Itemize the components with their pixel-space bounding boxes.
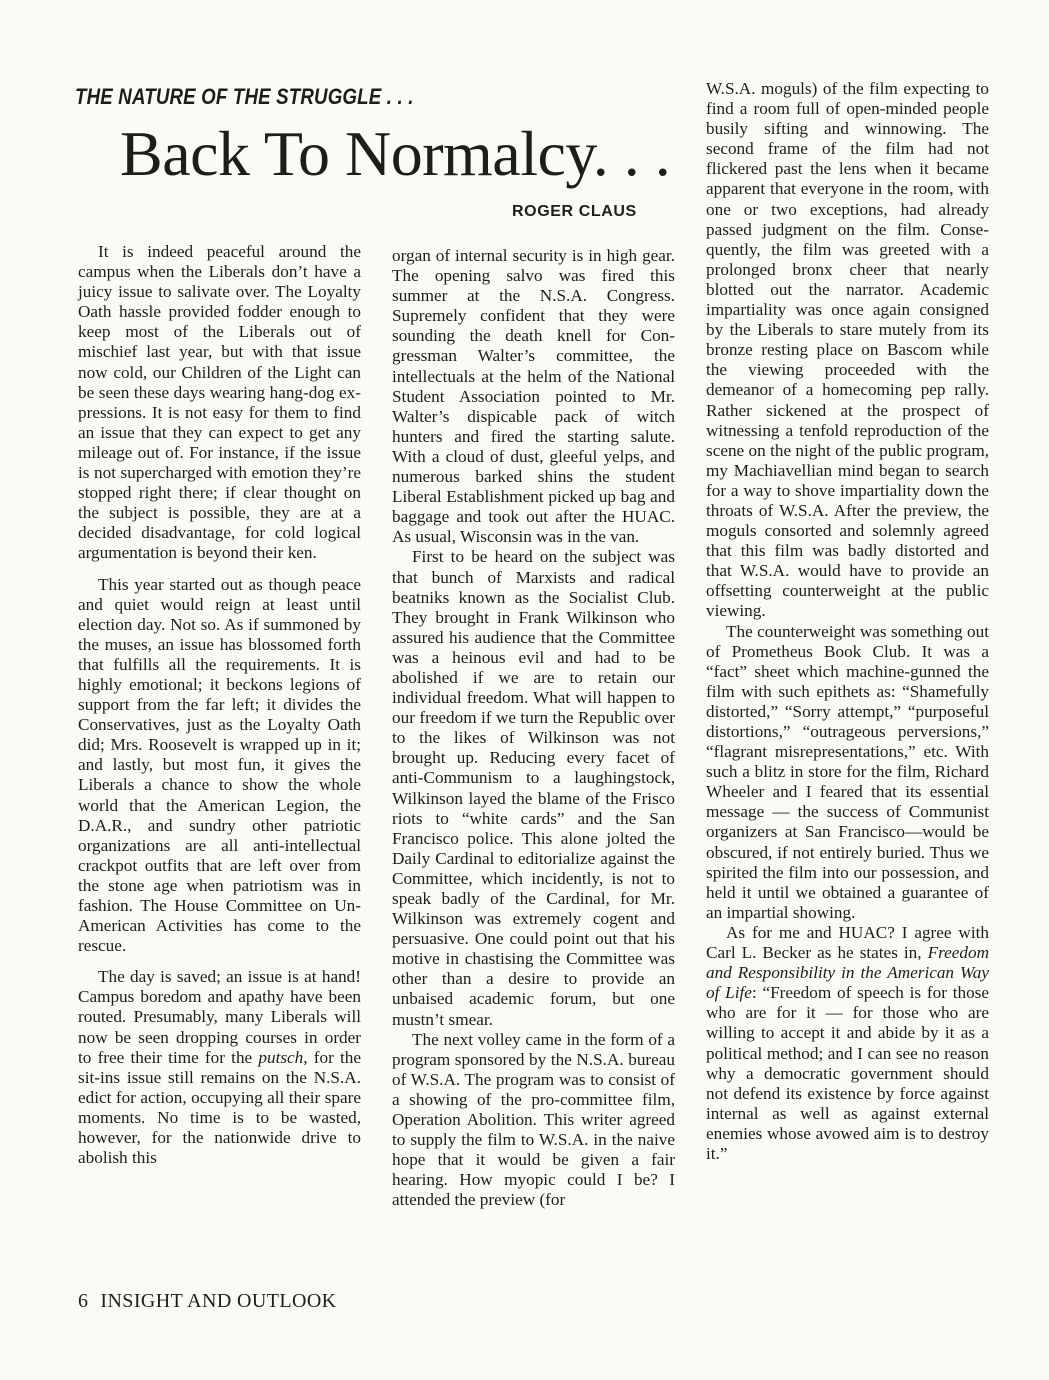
section-kicker: THE NATURE OF THE STRUGGLE . . .	[75, 84, 414, 109]
paragraph: The counterweight was something out of Prometheus Book Club. It was a “fact” sheet which machine-gunned the film with such epithets as: “Shamefully distorted,” “Sorry attempt,” “purposeful distortions,” “outrageous perversions,” “flagrant misrepresentations,” etc. With such a blitz in store for the film, Richard Wheeler and I feared that its essential message — the success of Communist organizers at San Francisco—would be obscured, if not entirely buried. Thus we spirited the film into our possession, and held it until we obtained a guarantee of an impartial showing.	[706, 621, 989, 922]
page-footer	[78, 1290, 337, 1313]
paragraph: This year started out as though peace and quiet would reign at least until election day. Not so. As if summoned by the muses, an issue has blossomed forth that fulfills all the requirements. It is highly emotional; it beckons legions of support from the far left; it divides the Conservatives, just as the Loyalty Oath did; Mrs. Roosevelt is wrapped up in it; and lastly, but most fun, it gives the Liberals a chance to show the whole world that the American Legion, the D.A.R., and sundry other patriotic organizations are all anti-intellectual crackpot outfits that are left over from the stone age when patriotism was in fashion. The House Committee on Un-American Activities has come to the rescue.	[78, 574, 361, 956]
article-headline: Back To Normalcy. . .	[120, 118, 671, 189]
book-title: Freedom and Responsibility in the American Way of Life	[706, 943, 989, 1003]
paragraph: First to be heard on the subject was that bunch of Marxists and radical beatniks known as the Socialist Club. They brought in Frank Wilkinson who assured his audience that the Committee was a heinous evil and had to be abolished if we are to retain our individual freedom. What will happen to our freedom if we turn the Republic over to the likes of Wilkinson was not brought up. Reducing every facet of anti-Communism to a laughingstock, Wilkinson layed the blame of the Frisco riots to “white cards” and the San Francisco police. This alone jolted the Daily Cardinal to editorialize against the Committee, which incidently, is not to speak badly of the Cardinal, for Mr. Wilkinson was extremely cogent and persuasive. One could point out that his motive in chastising the Committee was other than a desire to provide an unbaised academic forum, but one mustn’t smear.	[392, 547, 675, 1029]
text-column-2	[392, 246, 675, 1211]
page-number: 6	[78, 1290, 89, 1312]
publication-name: INSIGHT AND OUTLOOK	[100, 1290, 337, 1312]
paragraph-text: : “Freedom of speech is for those who are for it — for those who are willing to accept it and abide by it as a political method; and I can see no reason why a democratic government should not defend its existence by force against internal as well as against external enemies whose avowed aim is to destroy it.”	[706, 983, 989, 1163]
paragraph: organ of internal security is in high gear. The opening salvo was fired this summer at the N.S.A. Congress. Supremely confident that they were sounding the death knell for Congressman Walter’s committee, the intellectuals at the helm of the National Student Association pointed to Mr. Walter’s dispicable pack of witch hunters and fired the starting salute. With a cloud of dust, gleeful yelps, and numerous barked shins the student Liberal Establishment picked up bag and baggage and took out after the HUAC. As usual, Wisconsin was in the van.	[392, 246, 675, 547]
paragraph-text: The day is saved; an issue is at hand! Campus boredom and apathy have been routed. Presumably, many Liberals will now be seen dropping courses in order to free their time for the	[78, 967, 361, 1067]
italic-term: putsch,	[258, 1047, 308, 1067]
paragraph: The next volley came in the form of a program sponsored by the N.S.A. bureau of W.S.A. The program was to consist of a showing of the pro-committee film, Operation Abolition. This writer agreed to supply the film to W.S.A. in the naive hope that it would be given a fair hearing. How myopic could I be? I attended the preview (for	[392, 1029, 675, 1210]
paragraph	[78, 967, 361, 1168]
author-byline: ROGER CLAUS	[512, 203, 637, 220]
paragraph-text: for the sit-ins issue still remains on the N.S.A. edict for action, occupying all their spare moments. No time is to be wasted, however, for the nationwide drive to abolish this	[78, 1047, 361, 1168]
paragraph-text: As for me and HUAC? I agree with Carl L. Becker as he states in,	[706, 922, 989, 963]
text-column-1	[78, 242, 361, 1168]
paragraph	[706, 923, 989, 1164]
text-column-3	[706, 79, 989, 1164]
paragraph: W.S.A. moguls) of the film expecting to find a room full of open-minded people busily sifting and winnowing. The second frame of the film had not flickered past the lens when it became apparent that everyone in the room, with one or two exceptions, had already passed judgment on the film. Consequently, the film was greeted with a prolonged bronx cheer that nearly blotted out the narrator. Academic impartiality was once again consigned by the Liberals to stare mutely from its bronze resting place on Bascom while the viewing proceeded with the demeanor of a homecoming pep rally. Rather sickened at the prospect of witnessing a tenfold reproduction of the scene on the night of the public program, my Machiavellian mind began to search for a way to shove impartiality down the throats of W.S.A. After the preview, the moguls consorted and solemnly agreed that this film was badly distorted and that W.S.A. would have to provide an offsetting counterweight at the public viewing.	[706, 79, 989, 621]
paragraph: It is indeed peaceful around the campus when the Liberals don’t have a juicy issue to salivate over. The Loyalty Oath hassle provided fodder enough to keep most of the Liberals out of mischief last year, but with that issue now cold, our Children of the Light can be seen these days wearing hang-dog expressions. It is not easy for them to find an issue that they can expect to get any mileage out of. For instance, if the issue is not supercharged with emotion they’re stopped right there; if clear thought on the subject is possible, they are at a decided disadvantage, for cold logical argumentation is beyond their ken.	[78, 242, 361, 563]
